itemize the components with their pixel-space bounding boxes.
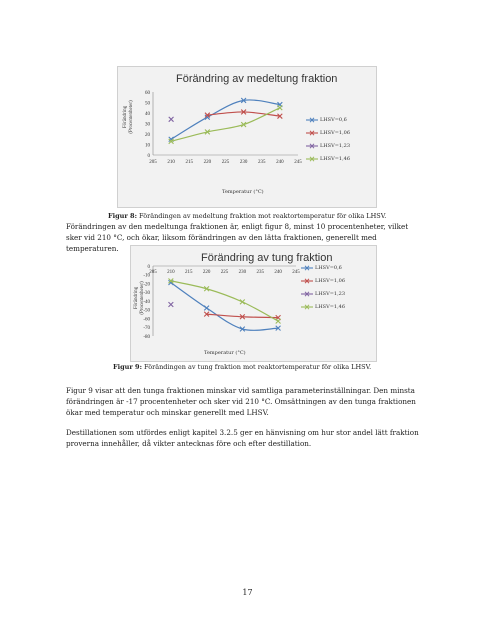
x-tick-label: 235 [256, 270, 264, 275]
caption-label: Figur 8: [108, 212, 137, 220]
paragraph: Förändringen av den medeltunga fraktionen är, enligt figur 8, minst 10 procentenheter, vilket sker vid 210 °C, och ökar, liksom förändringen av den lätta fraktionen, generellt med temperaturen. [66, 222, 409, 254]
legend-label: LHSV=0,6 [320, 116, 347, 123]
x-tick-label: 225 [220, 270, 229, 275]
legend-item [301, 261, 345, 274]
x-tick-label: 220 [202, 270, 211, 275]
legend-label: LHSV=1,23 [320, 142, 351, 149]
legend-label: LHSV=1,23 [315, 290, 346, 297]
y-axis-label-line-1: Förändring [123, 105, 128, 129]
legend-item [301, 300, 345, 313]
y-tick-label: 50 [145, 101, 150, 107]
y-tick-label: 30 [145, 122, 150, 128]
legend-swatch [306, 156, 318, 162]
x-tick-label: 225 [221, 160, 230, 165]
x-tick-label: 240 [276, 160, 284, 165]
x-tick-label: 220 [203, 160, 212, 165]
legend-swatch [306, 143, 318, 149]
legend-label: LHSV=1,06 [320, 129, 351, 136]
series-line [171, 100, 280, 139]
x-tick-label: 235 [258, 160, 266, 165]
x-axis-label: Temperatur (°C) [204, 350, 246, 356]
data-point [169, 117, 174, 122]
legend-swatch [306, 130, 318, 136]
series-line [171, 283, 278, 331]
legend-item [306, 152, 350, 165]
chart-title: Förändring av tung fraktion [201, 252, 333, 264]
legend-swatch [301, 291, 313, 297]
caption-label: Figur 9: [113, 363, 142, 371]
x-tick-label: 230 [238, 270, 247, 275]
legend-item [301, 274, 345, 287]
y-axis-label-line-1: Förändring [134, 286, 139, 310]
y-tick-label: 40 [145, 111, 150, 117]
y-tick-label: -50 [143, 308, 150, 314]
x-axis-label: Temperatur (°C) [222, 189, 264, 195]
x-tick-label: 245 [294, 160, 302, 165]
data-point [277, 105, 282, 110]
legend-label: LHSV=0,6 [315, 264, 342, 271]
chart-medeltung [117, 66, 377, 208]
x-tick-label: 245 [292, 270, 300, 275]
y-tick-label: -30 [143, 291, 150, 297]
x-tick-label: 210 [167, 160, 175, 165]
data-point [240, 299, 245, 304]
legend-label: LHSV=1,06 [315, 277, 346, 284]
y-tick-label: -80 [143, 334, 150, 340]
x-tick-label: 215 [185, 160, 193, 165]
legend-item [306, 139, 350, 152]
paragraph: Figur 9 visar att den tunga fraktionen minskar vid samtliga parameterinställningar. Den minsta förändringen är -17 procentenheter och sker vid 210 °C. Omsättningen av den tunga fraktionen ökar med temperatur och minskar generellt med LHSV. [66, 386, 416, 418]
y-tick-label: 20 [145, 132, 150, 138]
legend-item [306, 126, 350, 139]
chart-tung-panel [130, 245, 377, 362]
y-tick-label: -70 [143, 326, 150, 332]
figure-caption [108, 212, 386, 220]
paragraph: Destillationen som utfördes enligt kapitel 3.2.5 ger en hänvisning om hur stor andel lätt fraktion proverna innehåller, då vikter antecknas före och efter destillation. [66, 428, 419, 449]
x-tick-label: 215 [185, 270, 193, 275]
y-tick-label: -40 [143, 299, 150, 305]
x-tick-label: 240 [274, 270, 282, 275]
legend-swatch [301, 265, 313, 271]
figure-caption [113, 363, 371, 371]
x-tick-label: 205 [149, 160, 157, 165]
y-axis-label-line-2: (Procentenheter) [140, 281, 145, 315]
data-point [204, 306, 209, 311]
caption-text: Förändingen av tung fraktion mot reaktortemperatur för olika LHSV. [144, 363, 372, 371]
legend [306, 113, 350, 165]
y-axis-label-line-2: (Procentenheter) [129, 100, 134, 134]
legend-swatch [306, 117, 318, 123]
chart-title: Förändring av medeltung fraktion [176, 73, 338, 85]
y-tick-label: -10 [143, 273, 150, 279]
x-tick-label: 205 [149, 270, 157, 275]
x-tick-label: 210 [167, 270, 175, 275]
legend-swatch [301, 278, 313, 284]
caption-text: Förändingen av medeltung fraktion mot reaktortemperatur för olika LHSV. [139, 212, 387, 220]
y-tick-label: 10 [145, 143, 150, 149]
legend-label: LHSV=1,46 [315, 303, 346, 310]
x-tick-label: 230 [239, 160, 248, 165]
page-number: 17 [242, 588, 253, 597]
y-tick-label: -20 [143, 282, 150, 288]
legend-item [301, 287, 345, 300]
legend-item [306, 113, 350, 126]
legend-label: LHSV=1,46 [320, 155, 351, 162]
legend [301, 261, 345, 313]
y-tick-label: 60 [145, 90, 150, 96]
y-tick-label: 0 [147, 264, 150, 270]
data-point [276, 319, 281, 324]
y-tick-label: 0 [147, 153, 150, 159]
y-tick-label: -60 [143, 317, 150, 323]
data-point [168, 302, 173, 307]
legend-swatch [301, 304, 313, 310]
